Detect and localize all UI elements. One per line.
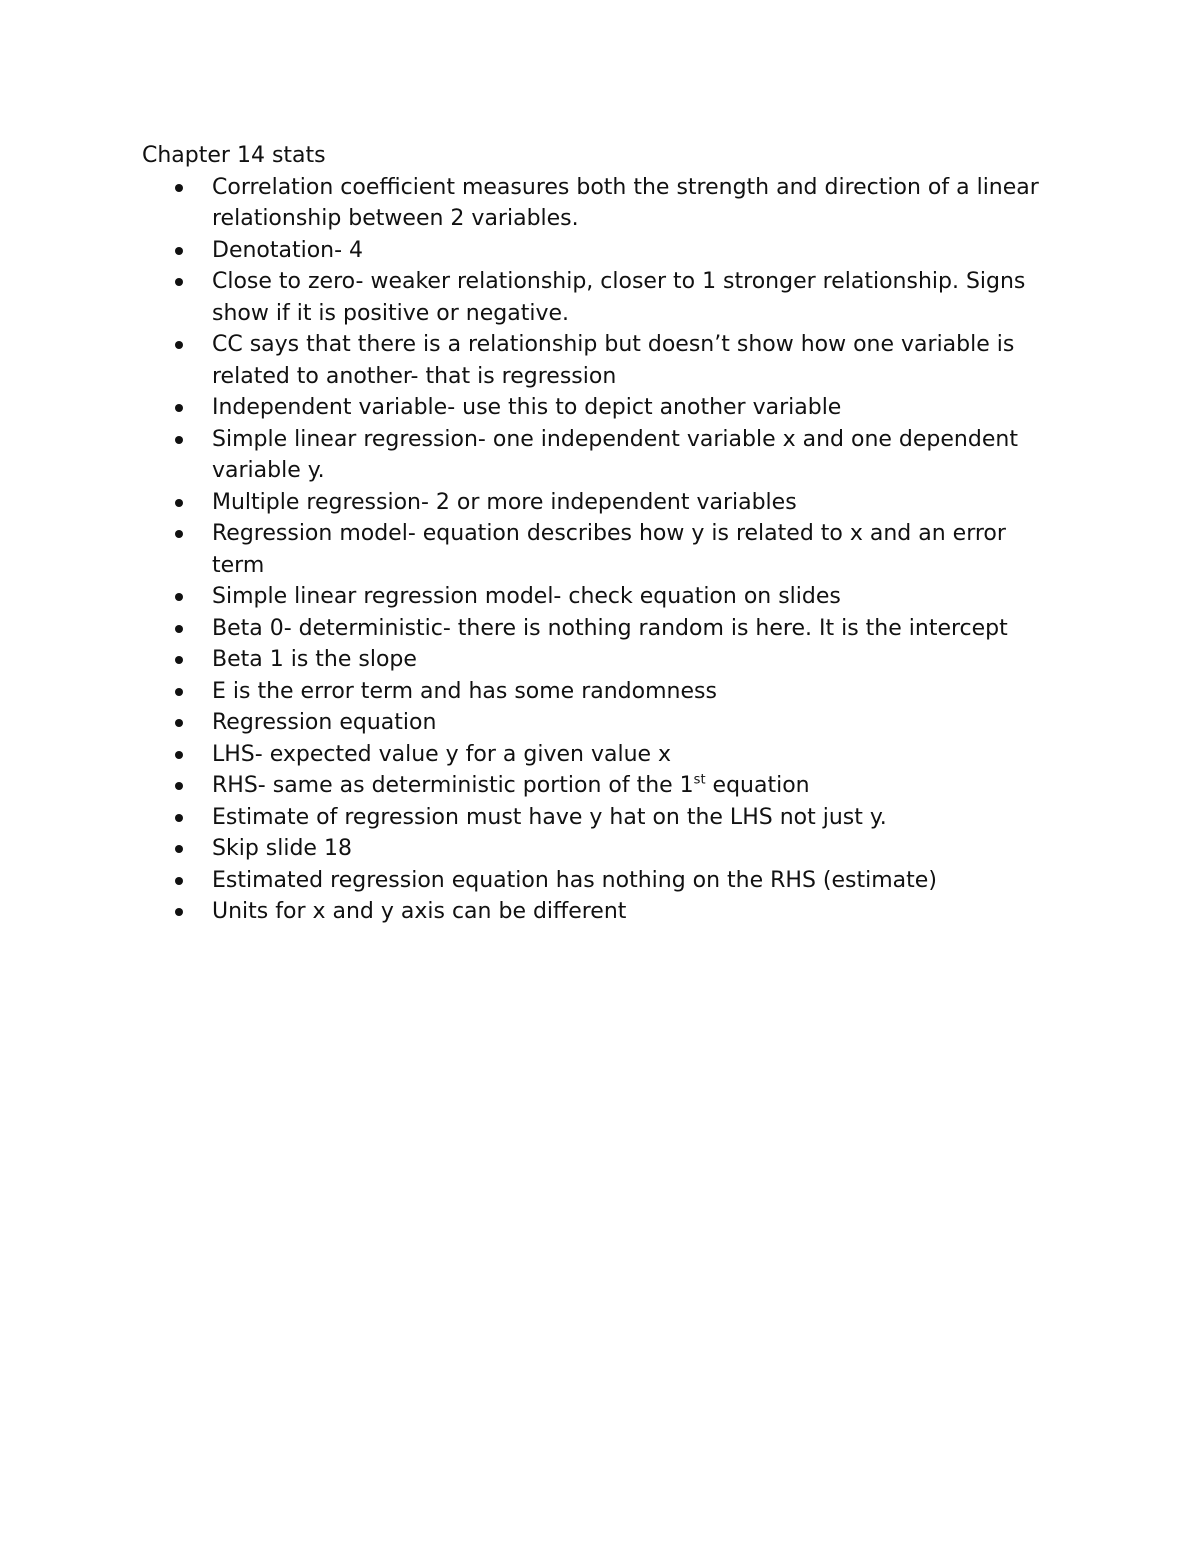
list-item (142, 644, 1062, 676)
list-item (142, 518, 1062, 581)
list-item (142, 802, 1062, 834)
list-item (142, 392, 1062, 424)
bullet-icon (175, 499, 183, 507)
list-item (142, 487, 1062, 519)
list-item (142, 896, 1062, 928)
list-item-text: Correlation coefficient measures both the strength and direction of a linear relationship between 2 variables. (212, 174, 1039, 231)
bullet-icon (175, 782, 183, 790)
bullet-icon (175, 436, 183, 444)
bullet-icon (175, 341, 183, 349)
list-item-text: Estimated regression equation has nothing on the RHS (estimate) (212, 867, 937, 893)
list-item (142, 581, 1062, 613)
list-item-text: Beta 0- deterministic- there is nothing random is here. It is the intercept (212, 615, 1008, 641)
list-item-text: CC says that there is a relationship but doesn’t show how one variable is related to another- that is regression (212, 332, 1015, 389)
bullet-icon (175, 184, 183, 192)
bullet-icon (175, 656, 183, 664)
list-item (142, 235, 1062, 267)
list-item-text: E is the error term and has some randomness (212, 678, 717, 704)
list-item-text: RHS- same as deterministic portion of the 1 (212, 773, 694, 798)
list-item-text: Regression equation (212, 710, 437, 735)
list-item (142, 739, 1062, 771)
list-item-text: Estimate of regression must have y hat on the LHS not just y. (212, 804, 887, 830)
list-item (142, 865, 1062, 897)
list-item (142, 707, 1062, 739)
list-item-text: LHS- expected value y for a given value x (212, 741, 672, 767)
document-title: Chapter 14 stats (142, 143, 326, 168)
document-content (142, 140, 1062, 928)
bullet-list (142, 172, 1062, 928)
list-item (142, 329, 1062, 392)
bullet-icon (175, 278, 183, 286)
list-item-text: Simple linear regression model- check equation on slides (212, 584, 841, 609)
bullet-icon (175, 625, 183, 633)
bullet-icon (175, 814, 183, 822)
bullet-icon (175, 247, 183, 255)
bullet-icon (175, 530, 183, 538)
list-item (142, 172, 1062, 235)
list-item (142, 833, 1062, 865)
bullet-icon (175, 404, 183, 412)
list-item-text: Independent variable- use this to depict another variable (212, 395, 842, 420)
list-item-text: Skip slide 18 (212, 836, 352, 861)
list-item (142, 770, 1062, 802)
list-item (142, 613, 1062, 645)
bullet-icon (175, 593, 183, 601)
list-item (142, 424, 1062, 487)
bullet-icon (175, 719, 183, 727)
bullet-icon (175, 845, 183, 853)
list-item (142, 676, 1062, 708)
list-item (142, 266, 1062, 329)
list-item-text: Units for x and y axis can be different (212, 899, 627, 924)
superscript-text: st (693, 772, 706, 788)
bullet-icon (175, 688, 183, 696)
list-item-text: Regression model- equation describes how y is related to x and an error term (212, 521, 1006, 578)
list-item-text-after: equation (705, 773, 810, 798)
bullet-icon (175, 751, 183, 759)
bullet-icon (175, 877, 183, 885)
list-item-text: Multiple regression- 2 or more independent variables (212, 489, 797, 515)
list-item-text: Simple linear regression- one independent variable x and one dependent variable y. (212, 426, 1018, 483)
list-item-text: Denotation- 4 (212, 237, 364, 263)
list-item-text: Beta 1 is the slope (212, 647, 417, 672)
bullet-icon (175, 908, 183, 916)
list-item-text: Close to zero- weaker relationship, closer to 1 stronger relationship. Signs show if it is positive or negative. (212, 269, 1026, 326)
